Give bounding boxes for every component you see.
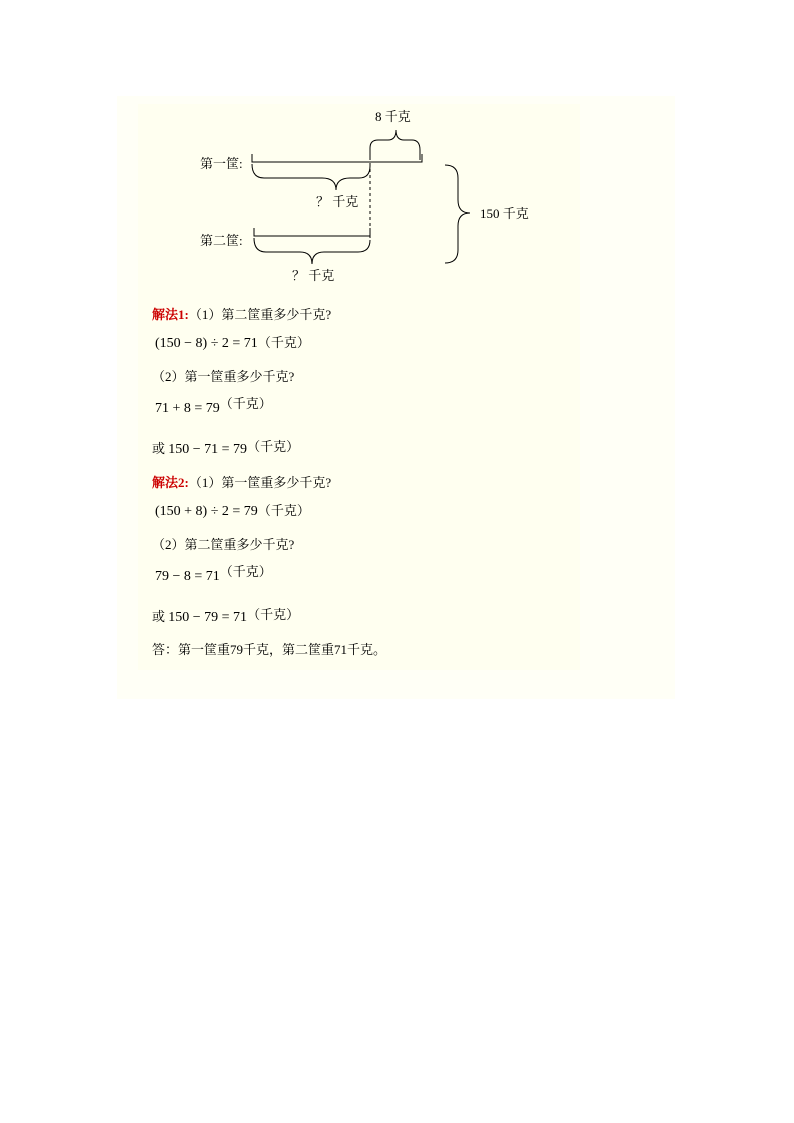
- solution1-alt-prefix: 或: [152, 441, 166, 456]
- solution1-step1-equation: [155, 335, 310, 352]
- extra-8kg-brace: [370, 130, 420, 160]
- solution2-step1-equation: [155, 503, 310, 520]
- solution1-step1-question: （1）第二筐重多少千克?: [188, 307, 332, 322]
- label-basket2: 第二筐:: [200, 233, 243, 248]
- solution2-step1-unit: （千克）: [257, 503, 310, 518]
- basket2-brace: [254, 238, 370, 264]
- basket1-segment: [252, 154, 422, 162]
- label-basket1-unknown: ？ 千克: [316, 194, 359, 209]
- solution1-alt-unit: （千克）: [247, 439, 300, 454]
- solution1-heading: 解法1:: [152, 307, 189, 322]
- solution1-step1: [152, 307, 331, 323]
- basket1-brace: [252, 164, 370, 190]
- solution2-alternative: [152, 609, 299, 626]
- solution2-step2-unit: （千克）: [219, 564, 272, 579]
- solution1-step2-equation: [155, 396, 272, 417]
- label-total: 150 千克: [480, 206, 529, 221]
- solution2-alt-prefix: 或: [152, 609, 166, 624]
- solution1-step2-expr: 71 + 8 = 79: [155, 401, 220, 416]
- solution1-alt-expr: 150 − 71 = 79: [168, 442, 248, 457]
- label-basket1: 第一筐:: [200, 156, 243, 171]
- solution2-step2-equation: [155, 564, 272, 585]
- label-basket2-unknown: ？ 千克: [292, 268, 335, 283]
- answer-text: 答：第一筐重79千克，第二筐重71千克。: [152, 642, 387, 657]
- solution2-step2-expr: 79 − 8 = 71: [155, 569, 220, 584]
- solution1-step1-unit: （千克）: [257, 335, 310, 350]
- label-8kg: 8 千克: [375, 109, 411, 124]
- solution2-alt-unit: （千克）: [247, 607, 300, 622]
- solution2-alt-expr: 150 − 79 = 71: [168, 610, 248, 625]
- solution2-step1-question: （1）第一筐重多少千克?: [188, 475, 332, 490]
- solution1-step2-question: （2）第一筐重多少千克?: [152, 369, 295, 384]
- solution1-alternative: [152, 441, 299, 458]
- solution1-step2-unit: （千克）: [219, 396, 272, 411]
- solution2-step2-question: （2）第二筐重多少千克?: [152, 537, 295, 552]
- solution2-heading: 解法2:: [152, 475, 189, 490]
- solution2-step1-expr: (150 + 8) ÷ 2 = 79: [155, 504, 258, 519]
- basket2-segment: [254, 228, 370, 236]
- solution1-step1-expr: (150 − 8) ÷ 2 = 71: [155, 336, 258, 351]
- total-brace: [445, 165, 470, 263]
- solution2-step1: [152, 475, 331, 491]
